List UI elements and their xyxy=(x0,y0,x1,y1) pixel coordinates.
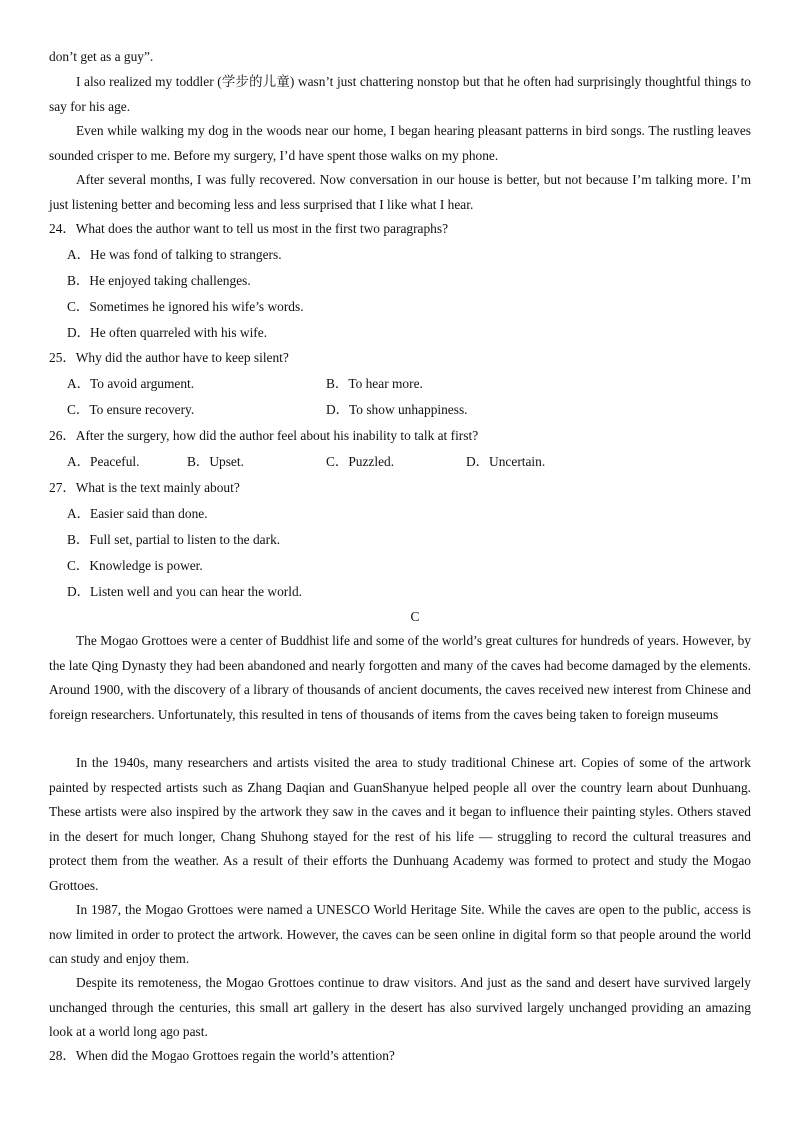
question-26-option-c: C．Puzzled. xyxy=(326,454,395,469)
passage-b-paragraph: After several months, I was fully recovered. Now conversation in our house is better, but not because I’m talking more. I’m just listening better and becoming less and less surprised that I like what I hear. xyxy=(49,172,751,212)
section-c-paragraph: In the 1940s, many researchers and artists visited the area to study traditional Chinese art. Copies of some of the artwork painted by respected artists such as Zhang Daqian and GuanShanyue helped people all over the country learn about Dunhuang. These artists were also inspired by the artwork they saw in the caves and it began to influence their painting styles. Others staved in the desert for much longer, Chang Shuhong stayed for the rest of his life — struggling to record the cultural treasures and protect them from the weather. As a result of their efforts the Dunhuang Academy was formed to protect and study the Mogao Grottoes. xyxy=(49,755,751,893)
question-26-option-a: A．Peaceful. xyxy=(67,454,140,469)
passage-b-paragraph: Even while walking my dog in the woods near our home, I began hearing pleasant patterns in bird songs. The rustling leaves sounded crisper to me. Before my surgery, I’d have spent those walks on my phone. xyxy=(49,123,751,163)
question-25-option-b: B．To hear more. xyxy=(326,376,423,391)
passage-b-paragraph: I also realized my toddler (学步的儿童) wasn’t just chattering nonstop but that he often had surprisingly thoughtful things to say for his age. xyxy=(49,74,751,114)
question-25-option-a: A．To avoid argument. xyxy=(67,376,195,391)
question-27-option-c: C．Knowledge is power. xyxy=(67,558,203,573)
question-28-stem: 28．When did the Mogao Grottoes regain the world’s attention? xyxy=(49,1048,395,1063)
question-24-option-d: D．He often quarreled with his wife. xyxy=(67,325,268,340)
question-24-stem: 24．What does the author want to tell us most in the first two paragraphs? xyxy=(49,221,449,236)
question-25-stem: 25．Why did the author have to keep silent? xyxy=(49,350,289,365)
passage-b-line: don’t get as a guy”. xyxy=(49,49,154,64)
question-24-option-c: C．Sometimes he ignored his wife’s words. xyxy=(67,299,304,314)
question-24-option-a: A．He was fond of talking to strangers. xyxy=(67,247,282,262)
section-c-paragraph: In 1987, the Mogao Grottoes were named a UNESCO World Heritage Site. While the caves are open to the public, access is now limited in order to protect the artwork. However, the caves can be seen online in digital form so that people around the world can study and enjoy them. xyxy=(49,902,751,967)
question-25-option-d: D．To show unhappiness. xyxy=(326,402,468,417)
section-c-paragraph: The Mogao Grottoes were a center of Buddhist life and some of the world’s great cultures for hundreds of years. However, by the late Qing Dynasty they had been abandoned and nearly forgotten and many of the caves had become damaged by the elements. Around 1900, with the discovery of a library of thousands of ancient documents, the caves received new interest from Chinese and foreign researchers. Unfortunately, this resulted in tens of thousands of items from the caves being taken to foreign museums xyxy=(49,633,751,722)
question-25-option-c: C．To ensure recovery. xyxy=(67,402,195,417)
section-c-heading: C xyxy=(410,609,420,624)
question-24-option-b: B．He enjoyed taking challenges. xyxy=(67,273,251,288)
question-27-option-a: A．Easier said than done. xyxy=(67,506,208,521)
question-26-option-b: B．Upset. xyxy=(187,454,244,469)
question-26-stem: 26．After the surgery, how did the author feel about his inability to talk at first? xyxy=(49,428,479,443)
question-26-option-d: D．Uncertain. xyxy=(466,454,546,469)
question-27-option-b: B．Full set, partial to listen to the dark. xyxy=(67,532,281,547)
question-27-stem: 27．What is the text mainly about? xyxy=(49,480,240,495)
question-27-option-d: D．Listen well and you can hear the world. xyxy=(67,584,303,599)
section-c-paragraph: Despite its remoteness, the Mogao Grottoes continue to draw visitors. And just as the sand and desert have survived largely unchanged through the centuries, this small art gallery in the desert has also survived largely unchanged providing an amazing look at a world long ago past. xyxy=(49,975,751,1040)
